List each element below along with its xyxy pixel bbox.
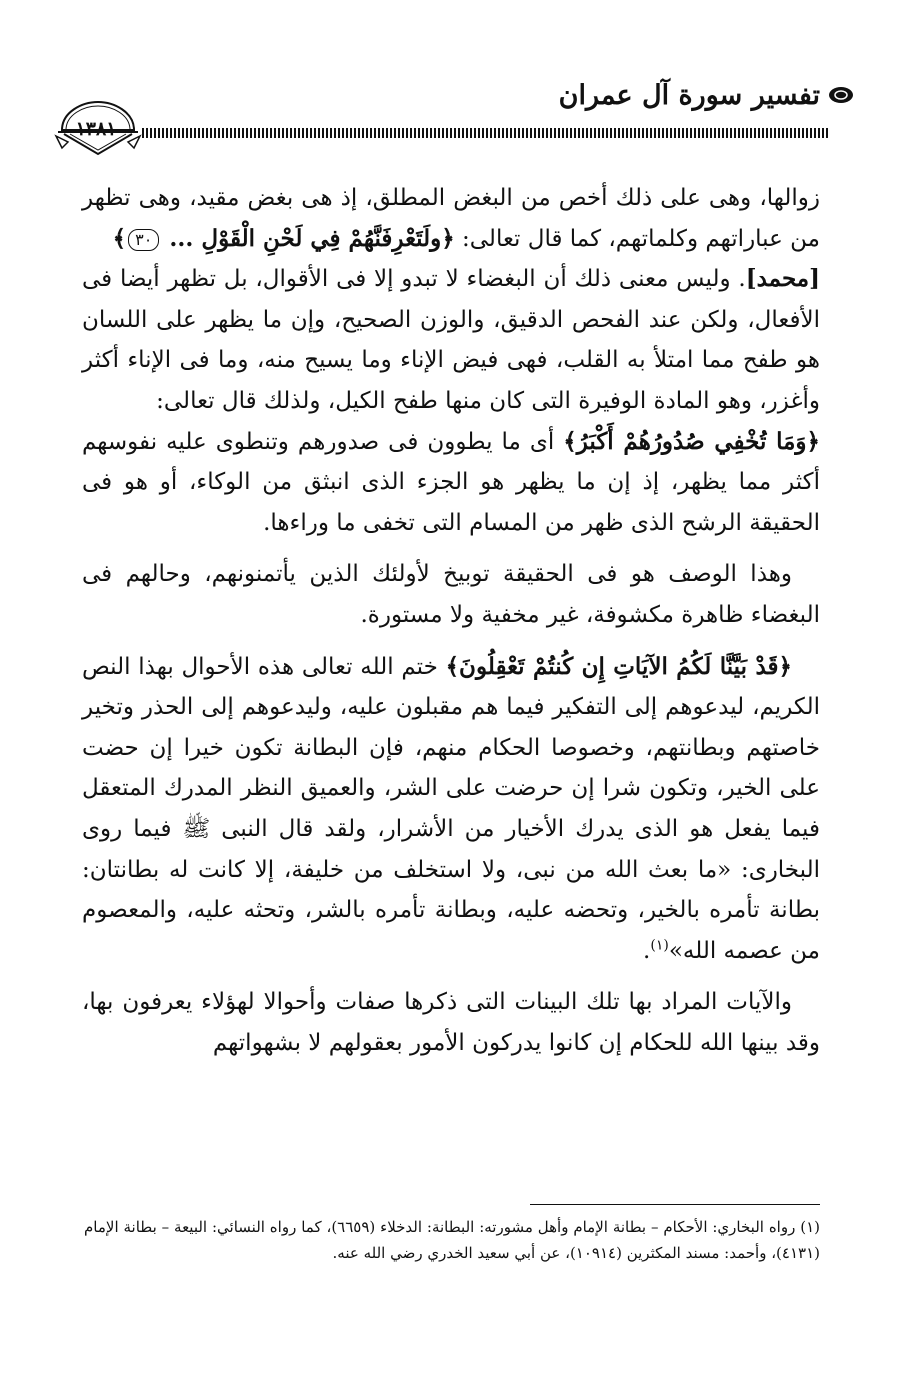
page-header-title: تفسير سورة آل عمران [558,80,820,111]
footnote-reference: (١) [650,937,669,954]
paragraph-3 [82,647,820,972]
text-run: ختم الله تعالى هذه الأحوال بهذا النص الكريم، ليدعوهم إلى التفكير فيما هم مقبلون عليه، وليدعوهم إلى الحذر وتخير خاصتهم وبطانتهم، وخصوصا الحكام منهم، فإن البطانة تكون خيرا إن حضت على الخير، وتكون شرا إن حرضت على الشر، والعميق النظر المدرك المتعقل فيما يفعل هو الذى يدرك الأخيار من الأشرار، ولقد قال النبى ﷺ فيما روى البخارى: «ما بعث الله من نبى، ولا استخلف من خليفة، إلا كانت له بطانتان: بطانة تأمره بالخير، وتحضه عليه، وبطانة تأمره بالشر، وتحثه عليه، والمعصوم من عصمه الله» [82,653,820,964]
footnote: (١) رواه البخاري: الأحكام – بطانة الإمام وأهل مشورته: البطانة: الدخلاء (٦٦٥٩)، كما رواه النسائي: البيعة – بطانة الإمام (٤١٣١)، وأحمد: مسند المكثرين (١٠٩١٤)، عن أبي سعيد الخدري رضي الله عنه. [84,1218,820,1262]
quran-verse: ﴿ولَتَعْرِفَنَّهُمْ فِي لَحْنِ الْقَوْلِ ... [161,224,455,252]
text-run: . [643,937,651,964]
verse-number-badge: ٣٠ [128,229,159,251]
text-run: زوالها، وهى على ذلك أخص من البغض المطلق، إذ هى بغض مقيد، وهى تظهر من عباراتهم وكلماتهم، كما قال تعالى: [82,185,820,252]
ornament-icon [828,86,854,104]
quran-verse: ﴿وَمَا تُخْفِي صُدُورُهُمْ أَكْبَرُ﴾ [563,427,820,455]
text-run: . وليس معنى ذلك أن البغضاء لا تبدو إلا فى الأقوال، بل تظهر أيضا فى الأفعال، ولكن عند الفحص الدقيق، والوزن الصحيح، وإن ما يظهر على اللسان هو طفح مما امتلأ به القلب، فهى فيض الإناء وما يسيح منه، وما فى الإناء أكثر وأغزر، وهو المادة الوفيرة التى كان منها طفح الكيل، ولذلك قال تعالى: [82,266,820,414]
header-divider [142,128,830,138]
surah-name: [محمد] [745,265,820,293]
page-number: ١٣٨١ [75,118,117,140]
quran-verse: ﴿قَدْ بَيَّنَّا لَكُمُ الآيَاتِ إِن كُنتُمْ تَعْقِلُونَ﴾ [445,652,792,680]
footnote-divider [530,1204,820,1205]
main-text [82,178,820,1074]
paragraph-1 [82,178,820,543]
text-run: أى ما يطوون فى صدورهم وتنطوى عليه نفوسهم أكثر مما يظهر، إذ إن ما يظهر هو الجزء الذى انبثق من الوكاء، أو هو فى الحقيقة الرشح الذى ظهر من المسام التى تخفى ما وراءها. [82,428,820,536]
verse-close: ﴾ [112,224,127,252]
paragraph-2: وهذا الوصف هو فى الحقيقة توبيخ لأولئك الذين يأتمنونهم، وحالهم فى البغضاء ظاهرة مكشوفة، غير مخفية ولا مستورة. [82,561,820,628]
paragraph-4: والآيات المراد بها تلك البينات التى ذكرها صفات وأحوالا لهؤلاء يعرفون بها، وقد بينها الله للحكام إن كانوا يدركون الأمور بعقولهم لا بشهواتهم [82,989,820,1056]
